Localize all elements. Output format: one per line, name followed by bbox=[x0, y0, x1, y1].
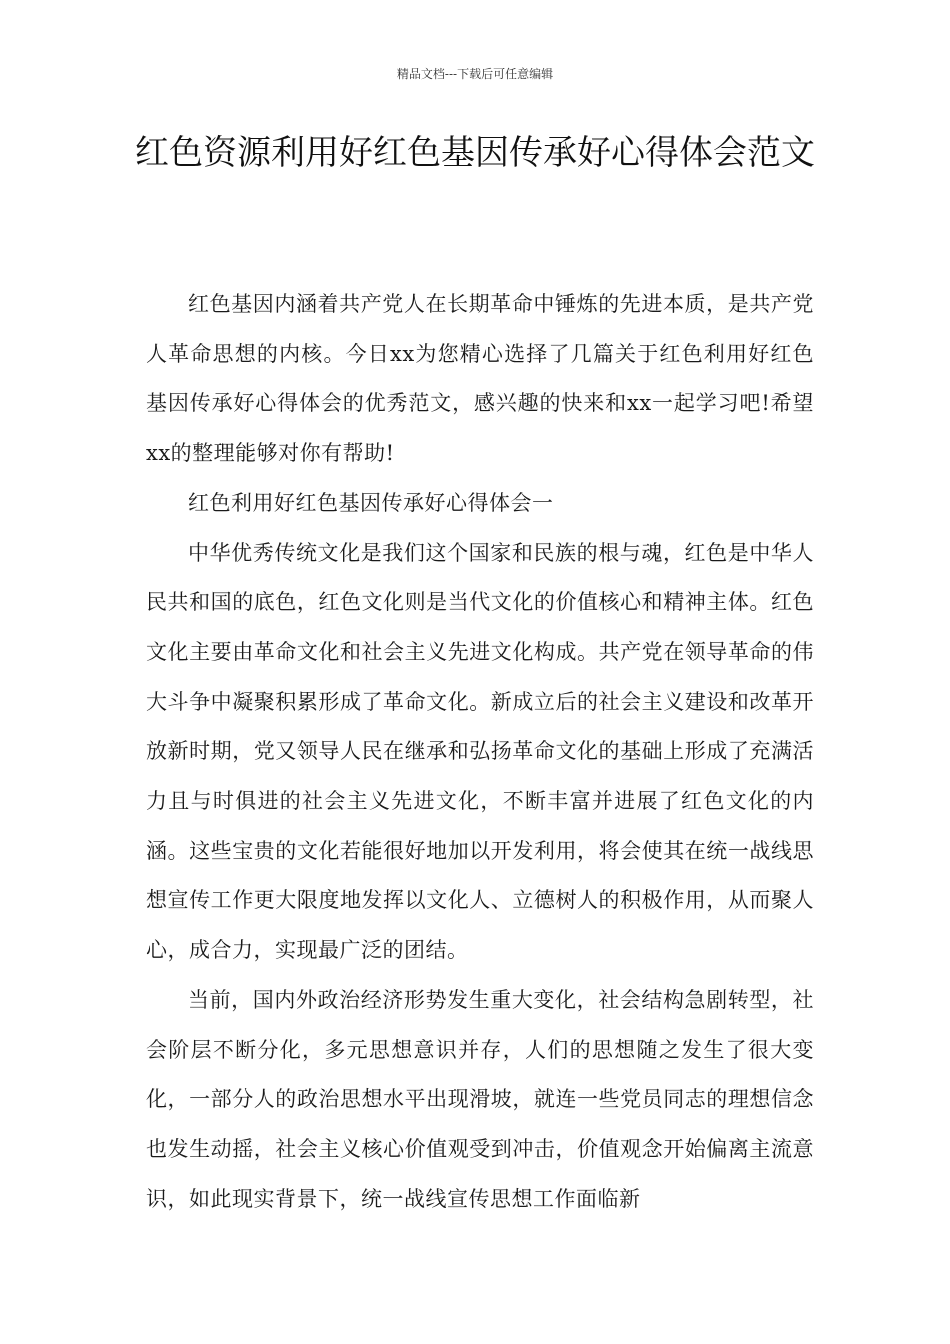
document-body bbox=[146, 280, 814, 1224]
intro-paragraph: 红色基因内涵着共产党人在长期革命中锤炼的先进本质，是共产党人革命思想的内核。今日xx为您精心选择了几篇关于红色利用好红色基因传承好心得体会的优秀范文，感兴趣的快来和xx一起学习吧!希望xx的整理能够对你有帮助! bbox=[146, 292, 814, 466]
section-heading: 红色利用好红色基因传承好心得体会一 bbox=[188, 490, 554, 515]
header-note: 精品文档---下载后可任意编辑 bbox=[396, 67, 554, 81]
document-title: 红色资源利用好红色基因传承好心得体会范文 bbox=[135, 133, 815, 173]
body-paragraph: 中华优秀传统文化是我们这个国家和民族的根与魂，红色是中华人民共和国的底色，红色文化则是当代文化的价值核心和精神主体。红色文化主要由革命文化和社会主义先进文化构成。共产党在领导革命的伟大斗争中凝聚积累形成了革命文化。新成立后的社会主义建设和改革开放新时期，党又领导人民在继承和弘扬革命文化的基础上形成了充满活力且与时俱进的社会主义先进文化，不断丰富并进展了红色文化的内涵。这些宝贵的文化若能很好地加以开发利用，将会使其在统一战线思想宣传工作更大限度地发挥以文化人、立德树人的积极作用，从而聚人心，成合力，实现最广泛的团结。 bbox=[146, 540, 814, 963]
body-paragraph: 当前，国内外政治经济形势发生重大变化，社会结构急剧转型，社会阶层不断分化，多元思想意识并存，人们的思想随之发生了很大变化，一部分人的政治思想水平出现滑坡，就连一些党员同志的理想信念也发生动摇，社会主义核心价值观受到冲击，价值观念开始偏离主流意识，如此现实背景下，统一战线宣传思想工作面临新 bbox=[146, 987, 814, 1211]
